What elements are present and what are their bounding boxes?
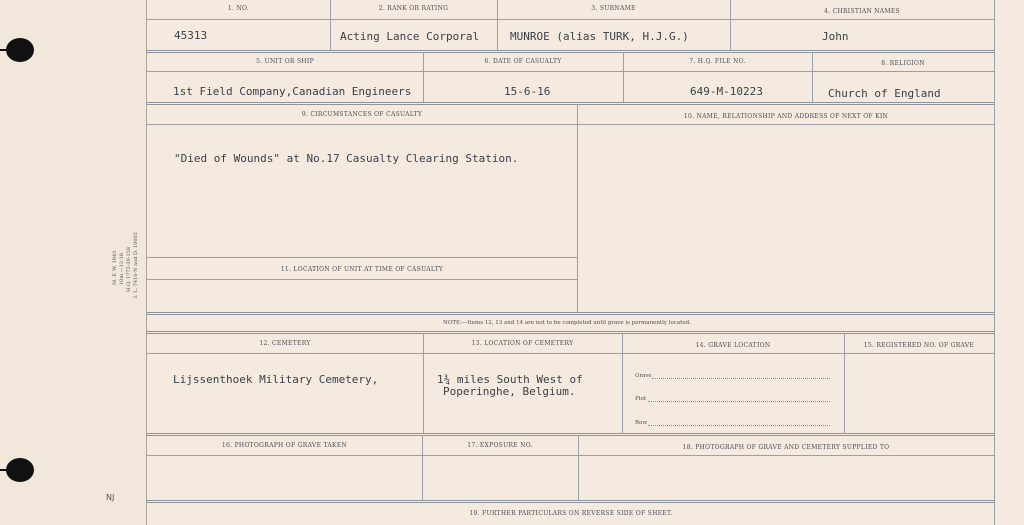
label-registered-no: 15. REGISTERED NO. OF GRAVE [863,342,975,349]
value-cemetery: Lijssenthoek Military Cemetery, [173,373,379,386]
rule [147,353,995,354]
label-plot: Plot [635,396,646,402]
value-religion: Church of England [828,87,941,100]
note-text: NOTE:—Items 12, 13 and 14 are not to be completed until grave is permanently located. [443,320,691,326]
rule [147,257,577,258]
label-hq-file: 7. H.Q. FILE NO. [689,58,746,65]
label-grave: Grave [635,373,652,379]
label-next-of-kin: 10. NAME, RELATIONSHIP AND ADDRESS OF NEXT OF KIN [683,113,889,120]
label-surname: 3. SURNAME [591,5,636,12]
value-hq-file: 649-M-10223 [690,85,763,98]
rule [147,433,995,436]
label-no: 1. NO. [227,5,250,12]
rule [147,71,995,72]
row-field-line [648,425,830,426]
value-unit: 1st Field Company,Canadian Engineers [173,85,412,98]
form-code-1: M. F. W. 1843 [112,250,118,285]
rule [147,279,577,280]
value-no: 45313 [174,29,208,42]
value-christian-names: John [822,30,849,43]
form-code-2: 10m.—12-18 [119,252,125,285]
label-location-of-unit: 11. LOCATION OF UNIT AT TIME OF CASUALTY [280,266,444,273]
label-photo-supplied: 18. PHOTOGRAPH OF GRAVE AND CEMETERY SUPPLIED TO [682,444,890,451]
rule [147,455,995,456]
value-circumstances: "Died of Wounds" at No.17 Casualty Clearing Station. [174,152,519,165]
label-row: Row [635,420,648,426]
rule [147,331,995,334]
rule [147,19,995,20]
value-cemetery-location-2: Poperinghe, Belgium. [443,385,576,398]
label-religion: 8. RELIGION [881,60,925,67]
value-rank: Acting Lance Corporal [340,30,480,43]
rule [147,500,995,503]
label-rank: 2. RANK OR RATING [378,5,449,12]
label-christian-names: 4. CHRISTIAN NAMES [824,8,900,15]
form-code-3: H.Q. 1772-39-158 [126,247,132,292]
value-date: 15-6-16 [504,85,551,98]
value-surname: MUNROE (alias TURK, H.J.G.) [510,30,689,43]
divider [423,333,424,433]
grave-field-line [652,378,830,379]
label-circumstances: 9. CIRCUMSTANCES OF CASUALTY [301,111,423,118]
punch-hole-top [6,38,34,62]
rule [147,124,995,125]
label-photo-taken: 16. PHOTOGRAPH OF GRAVE TAKEN [221,442,348,449]
label-cemetery-location: 13. LOCATION OF CEMETERY [471,340,574,347]
value-cemetery-location-1: 1¾ miles South West of [437,373,583,386]
label-further-particulars: 19. FURTHER PARTICULARS ON REVERSE SIDE OF SHEET. [469,510,673,517]
rule [147,102,995,105]
divider [577,104,578,312]
rule [147,312,995,315]
right-border [994,0,995,525]
label-cemetery: 12. CEMETERY [259,340,311,347]
punch-hole-bottom [6,458,34,482]
label-date: 6. DATE OF CASUALTY [484,58,562,65]
initials: NJ [106,493,115,502]
form-code-4: I. L. 7416-N and D. 10002 [133,232,139,298]
rule [147,50,995,53]
plot-field-line [648,401,830,402]
label-unit: 5. UNIT OR SHIP [256,58,314,65]
label-grave-location: 14. GRAVE LOCATION [695,342,771,349]
label-exposure-no: 17. EXPOSURE NO. [467,442,533,449]
